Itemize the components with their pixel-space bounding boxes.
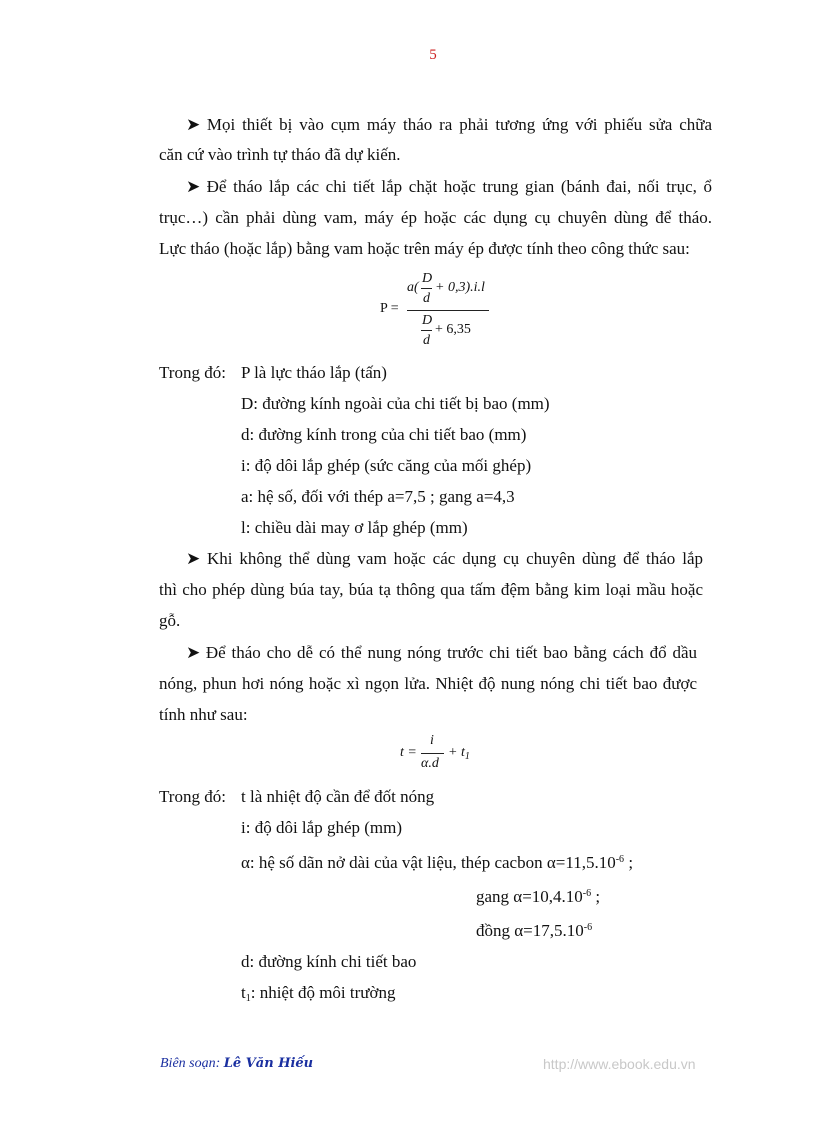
legend2-dong-exp: -6 [583,922,593,933]
formula1-inner-bar [421,288,432,289]
formula1-den-d: d [423,333,430,348]
legend1-item-i: i: độ dôi lắp ghép (sức căng của mối ghép) [241,456,532,475]
footer-label: Biên soạn: [160,1056,221,1071]
formula1-main-bar [407,310,489,311]
formula2-den: α.d [421,756,439,771]
formula2-bar [421,753,444,754]
p4-line1-text: Để tháo cho dễ có thể nung nóng trước chi tiết bao bằng cách đổ dầu [205,643,698,662]
formula2-lhs: t = [400,745,417,760]
formula2-rest-sub: 1 [464,751,470,762]
legend2-dong-text: đồng α=17,5.10 [476,921,584,940]
legend2-item-i: i: độ dôi lắp ghép (mm) [241,818,403,837]
formula1-den-D: D [422,313,433,328]
legend1-intro: Trong đó: [159,363,226,382]
formula1-num-a: a( [407,280,419,295]
formula1-den-bar [421,330,432,331]
p3-line1 [186,549,703,569]
legend1-item-D: D: đường kính ngoài của chi tiết bị bao (mm) [241,394,550,413]
p2-line3: Lực tháo (hoặc lắp) bằng vam hoặc trên máy ép được tính theo công thức sau: [159,239,690,258]
p4-line3: tính như sau: [159,705,248,724]
legend2-alpha-tail: ; [624,853,634,872]
legend2-item-gang [476,884,600,907]
legend2-gang-exp: -6 [582,888,592,899]
arrow-bullet-icon: ➤ [186,115,201,134]
footer-url: http://www.ebook.edu.vn [543,1056,696,1072]
author-name: Lê Văn Hiếu [223,1056,314,1071]
p1-line1-text: Mọi thiết bị vào cụm máy tháo ra phải tương ứng với phiếu sửa chữa [206,115,713,134]
legend2-t1-text: : nhiệt độ môi trường [250,983,396,1002]
legend2-item-t: t là nhiệt độ cần để đốt nóng [241,787,435,806]
p2-line1-text: Để tháo lắp các chi tiết lắp chặt hoặc trung gian (bánh đai, nối trục, ổ [206,177,713,196]
legend2-gang-text: gang α=10,4.10 [476,887,583,906]
arrow-bullet-icon: ➤ [186,549,201,568]
p2-line2: trục…) cần phải dùng vam, máy ép hoặc các dụng cụ chuyên dùng để tháo. [159,208,712,227]
p3-line3: gỗ. [159,611,181,630]
formula1-lhs: P = [380,301,399,316]
legend2-t1-sub: 1 [245,993,251,1004]
arrow-bullet-icon: ➤ [186,643,201,662]
legend2-gang-tail: ; [591,887,601,906]
legend1-item-l: l: chiều dài may ơ lắp ghép (mm) [241,518,468,537]
formula-pull-force [380,270,500,354]
legend2-item-t1 [241,983,395,1009]
formula1-den-rest: + 6,35 [435,322,471,337]
p3-line2: thì cho phép dùng búa tay, búa tạ thông qua tấm đệm bằng kim loại mầu hoặc [159,580,703,599]
formula2-rest-text: + t [448,745,465,760]
arrow-bullet-icon: ➤ [186,177,201,196]
legend2-t1-prefix: t [241,983,246,1002]
formula2-rest [448,745,470,762]
legend2-alpha-text: α: hệ số dãn nở dài của vật liệu, thép cacbon α=11,5.10 [241,853,616,872]
p4-line2: nóng, phun hơi nóng hoặc xì ngọn lửa. Nhiệt độ nung nóng chi tiết bao được [159,674,697,693]
p2-line1 [186,177,712,197]
page-number: 5 [429,47,437,63]
formula2-num: i [430,733,434,748]
legend2-item-alpha [241,850,633,873]
formula1-num-D: D [422,271,433,286]
p4-line1 [186,643,697,663]
legend2-intro: Trong đó: [159,787,226,806]
formula-heating-temperature [400,733,490,777]
legend2-alpha-exp: -6 [615,854,625,865]
legend2-item-dong [476,918,592,941]
legend1-item-a: a: hệ số, đối với thép a=7,5 ; gang a=4,3 [241,487,515,506]
p1-line1 [186,115,712,135]
p3-line1-text: Khi không thể dùng vam hoặc các dụng cụ chuyên dùng để tháo lắp [206,549,704,568]
footer-author [160,1056,313,1072]
formula1-num-d: d [423,291,430,306]
formula1-num-rest: + 0,3).i.l [435,280,485,295]
p1-line2: căn cứ vào trình tự tháo đã dự kiến. [159,145,401,164]
legend1-item-d: d: đường kính trong của chi tiết bao (mm) [241,425,527,444]
legend2-item-d: d: đường kính chi tiết bao [241,952,417,971]
legend1-item-p: P là lực tháo lắp (tấn) [241,363,387,382]
